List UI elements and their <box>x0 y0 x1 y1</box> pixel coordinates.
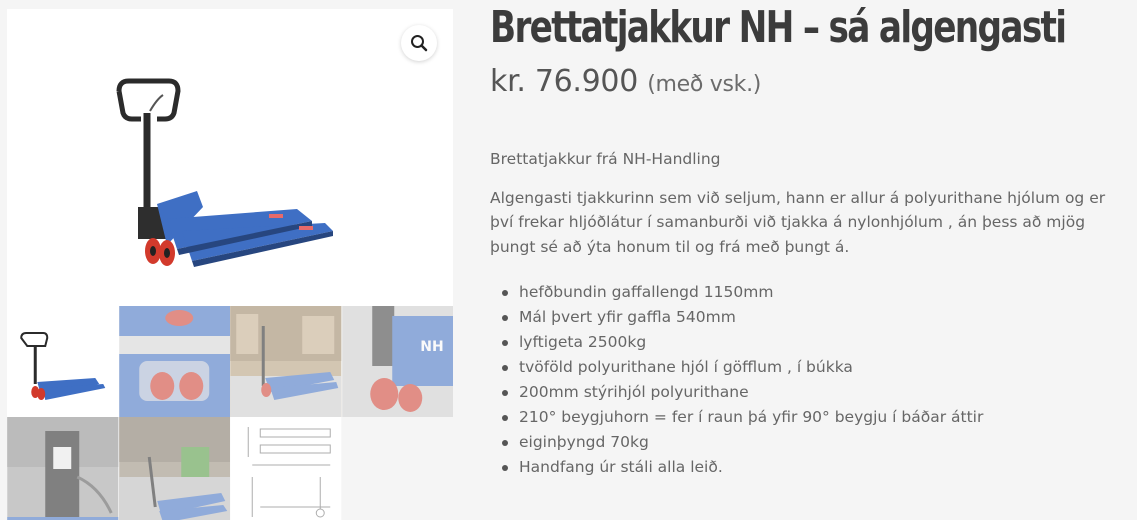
main-product-image[interactable] <box>7 9 453 306</box>
feature-item: hefðbundin gaffallengd 1150mm <box>502 280 1130 305</box>
feature-item: Handfang úr stáli alla leið. <box>502 455 1130 480</box>
product-title: Brettatjakkur NH – sá algengasti <box>490 2 1066 53</box>
feature-item: 200mm stýrihjól polyurithane <box>502 380 1130 405</box>
description-intro: Brettatjakkur frá NH-Handling <box>490 150 721 168</box>
thumbnail-1[interactable] <box>7 306 119 417</box>
thumb-forklift-image <box>119 417 231 520</box>
thumb-body-image <box>342 306 454 417</box>
feature-item: eiginþyngd 70kg <box>502 430 1130 455</box>
thumbnail-3[interactable] <box>230 306 342 417</box>
thumbnail-4[interactable] <box>342 306 454 417</box>
thumb-jack-image <box>7 306 119 417</box>
feature-item: tvöföld polyurithane hjól í göfflum , í búkka <box>502 355 1130 380</box>
thumb-warehouse-image <box>230 306 342 417</box>
thumb-inuse-image <box>7 417 119 520</box>
feature-item: Mál þvert yfir gaffla 540mm <box>502 305 1130 330</box>
product-description <box>490 147 1130 259</box>
zoom-button[interactable] <box>401 25 437 61</box>
feature-item: 210° beygjuhorn = fer í raun þá yfir 90° beygju í báðar áttir <box>502 405 1130 430</box>
magnifier-icon <box>410 34 428 52</box>
price-suffix: (með vsk.) <box>647 72 762 97</box>
thumb-wheels-image <box>119 306 231 417</box>
thumb-drawing-image <box>230 417 342 520</box>
svg-text:NH: NH <box>419 339 444 355</box>
pallet-jack-image <box>7 9 453 306</box>
feature-list <box>490 280 1130 480</box>
thumbnail-6[interactable] <box>119 417 231 520</box>
description-body: Algengasti tjakkurinn sem við seljum, hann er allur á polyurithane hjólum og er því frekar hljóðlátur í samanburði við tjakka á nylonhjólum , án þess að mjög þungt sé að ýta honum til og frá með þungt á. <box>490 188 1106 256</box>
feature-item: lyftigeta 2500kg <box>502 330 1130 355</box>
thumbnail-7[interactable] <box>230 417 342 520</box>
product-summary <box>490 0 1130 480</box>
thumbnail-5[interactable] <box>7 417 119 520</box>
thumbnail-strip <box>7 306 453 520</box>
price-amount: kr. 76.900 <box>490 64 638 99</box>
product-gallery <box>7 9 453 520</box>
thumbnail-2[interactable] <box>119 306 231 417</box>
product-price <box>490 64 1130 103</box>
